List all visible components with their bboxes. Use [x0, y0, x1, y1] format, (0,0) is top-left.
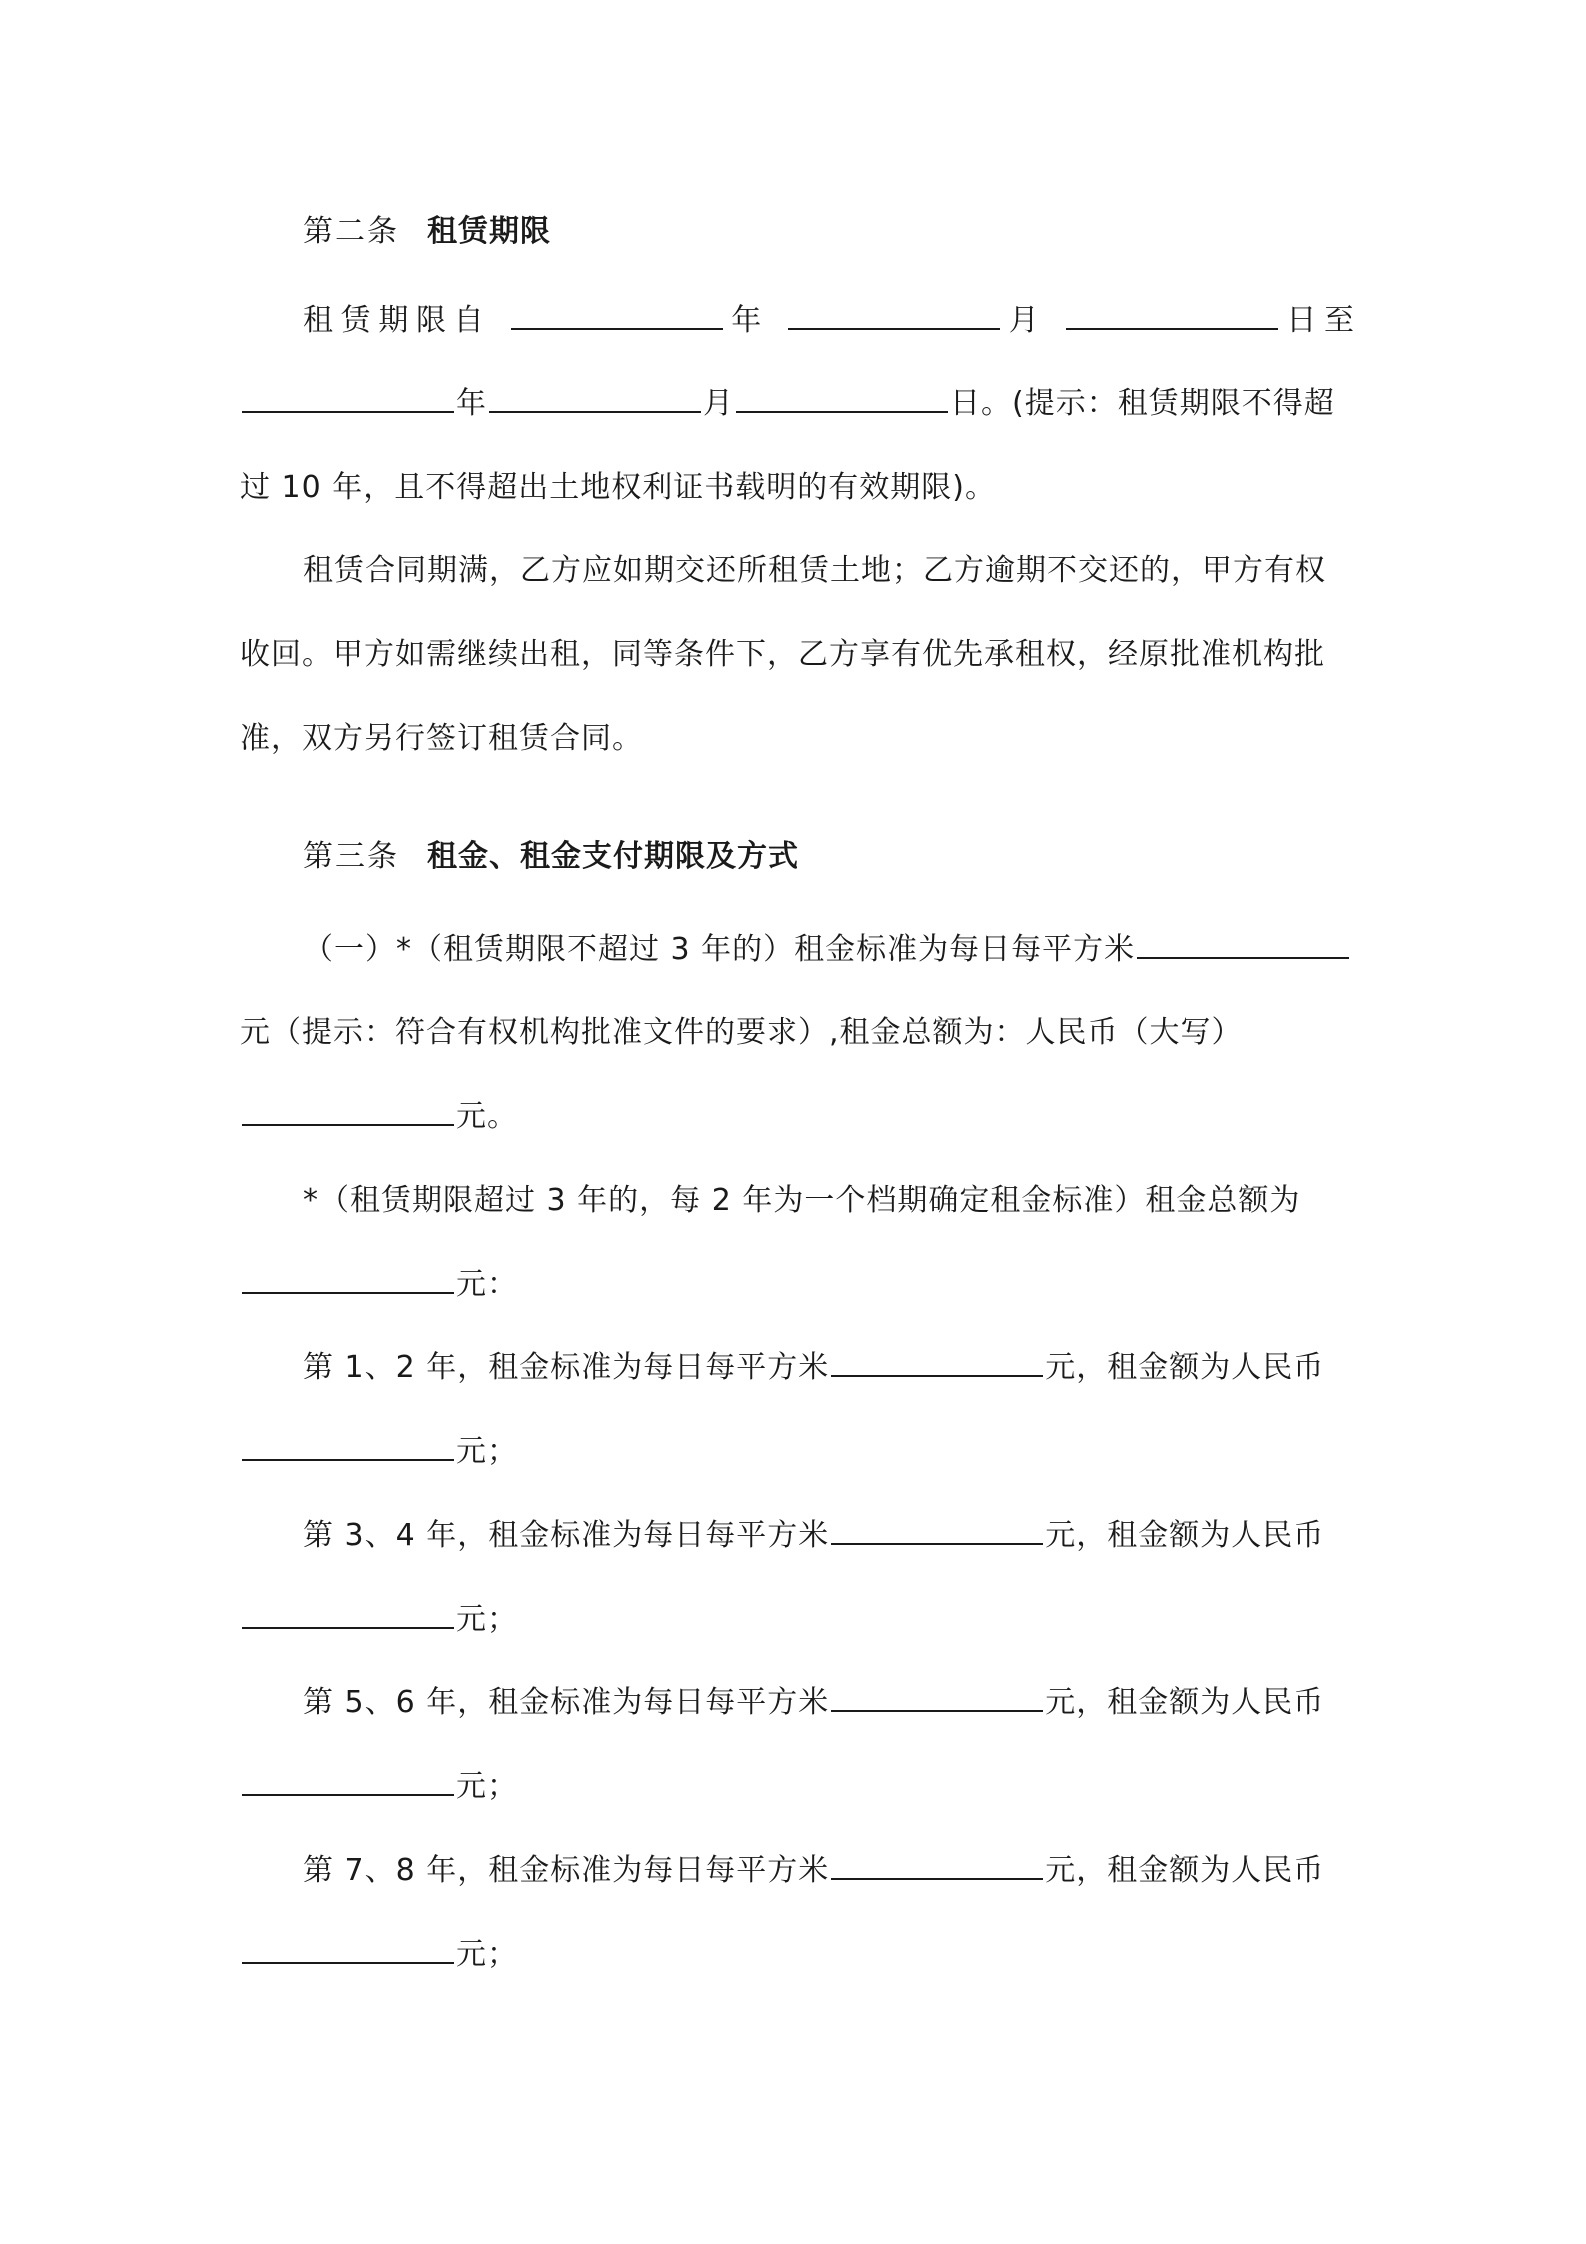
rent-tier-line — [240, 1600, 1355, 1640]
article-title: 租赁期限 — [427, 214, 551, 249]
text: 元； — [456, 1937, 518, 1972]
blank-field[interactable] — [242, 1098, 454, 1126]
blank-field[interactable] — [736, 385, 948, 413]
rent-line — [303, 930, 1355, 970]
text: 元，租金额为人民币 — [1045, 1518, 1325, 1553]
rent-line — [240, 1265, 1355, 1305]
text: 第 5、6 年，租金标准为每日每平方米 — [303, 1685, 830, 1720]
section-heading — [303, 212, 1355, 252]
text: 元； — [456, 1434, 518, 1469]
blank-field[interactable] — [242, 1601, 454, 1629]
text: 元，租金额为人民币 — [1045, 1853, 1325, 1888]
text: 元； — [456, 1602, 518, 1637]
blank-field[interactable] — [788, 302, 1000, 330]
blank-field[interactable] — [242, 1266, 454, 1294]
paragraph-line: *（租赁期限超过 3 年的，每 2 年为一个档期确定租金标准）租金总额为 — [303, 1183, 1301, 1218]
rent-tier-line — [303, 1348, 1355, 1388]
text: 月 — [703, 386, 734, 421]
blank-field[interactable] — [242, 1433, 454, 1461]
blank-field[interactable] — [831, 1517, 1043, 1545]
text: （一）*（租赁期限不超过 3 年的）租金标准为每日每平方米 — [303, 932, 1136, 967]
rent-tier-line — [240, 1767, 1355, 1807]
lease-term-line-2 — [240, 384, 1355, 424]
paragraph-line: 过 10 年，且不得超出土地权利证书载明的有效期限)。 — [240, 470, 996, 505]
blank-field[interactable] — [242, 1936, 454, 1964]
text: 第 7、8 年，租金标准为每日每平方米 — [303, 1853, 830, 1888]
paragraph-line: 准，双方另行签订租赁合同。 — [240, 721, 643, 756]
blank-field[interactable] — [242, 1768, 454, 1796]
text: 元。 — [456, 1099, 518, 1134]
blank-field[interactable] — [511, 302, 723, 330]
article-label: 第三条 — [303, 839, 399, 874]
rent-tier-line — [303, 1851, 1355, 1891]
rent-line — [240, 1097, 1355, 1137]
section-heading — [303, 837, 1355, 877]
blank-field[interactable] — [831, 1852, 1043, 1880]
paragraph-line: 收回。甲方如需继续出租，同等条件下，乙方享有优先承租权，经原批准机构批 — [240, 637, 1325, 672]
rent-tier-line — [240, 1432, 1355, 1472]
paragraph-line: 元（提示：符合有权机构批准文件的要求）,租金总额为：人民币（大写） — [240, 1015, 1243, 1050]
paragraph-line: 租赁合同期满，乙方应如期交还所租赁土地；乙方逾期不交还的，甲方有权 — [303, 553, 1326, 588]
rent-tier-line — [303, 1683, 1355, 1723]
text: 第 3、4 年，租金标准为每日每平方米 — [303, 1518, 830, 1553]
text: 元： — [456, 1267, 518, 1302]
blank-field[interactable] — [831, 1684, 1043, 1712]
article-label: 第二条 — [303, 214, 399, 249]
blank-field[interactable] — [489, 385, 701, 413]
rent-tier-line — [240, 1935, 1355, 1975]
rent-tier-line — [303, 1516, 1355, 1556]
text: 月 — [1002, 303, 1047, 338]
article-title: 租金、租金支付期限及方式 — [427, 839, 799, 874]
text: 日。(提示：租赁期限不得超 — [950, 386, 1335, 421]
text: 元，租金额为人民币 — [1045, 1350, 1325, 1385]
text: 租赁期限自 — [303, 303, 492, 338]
blank-field[interactable] — [1066, 302, 1278, 330]
text: 年 — [724, 303, 769, 338]
blank-field[interactable] — [242, 385, 454, 413]
text: 元； — [456, 1769, 518, 1804]
text: 年 — [456, 386, 487, 421]
text: 第 1、2 年，租金标准为每日每平方米 — [303, 1350, 830, 1385]
blank-field[interactable] — [1137, 931, 1349, 959]
text: 元，租金额为人民币 — [1045, 1685, 1325, 1720]
blank-field[interactable] — [831, 1349, 1043, 1377]
lease-term-line-1 — [303, 301, 1355, 341]
text: 日至 — [1279, 303, 1356, 338]
